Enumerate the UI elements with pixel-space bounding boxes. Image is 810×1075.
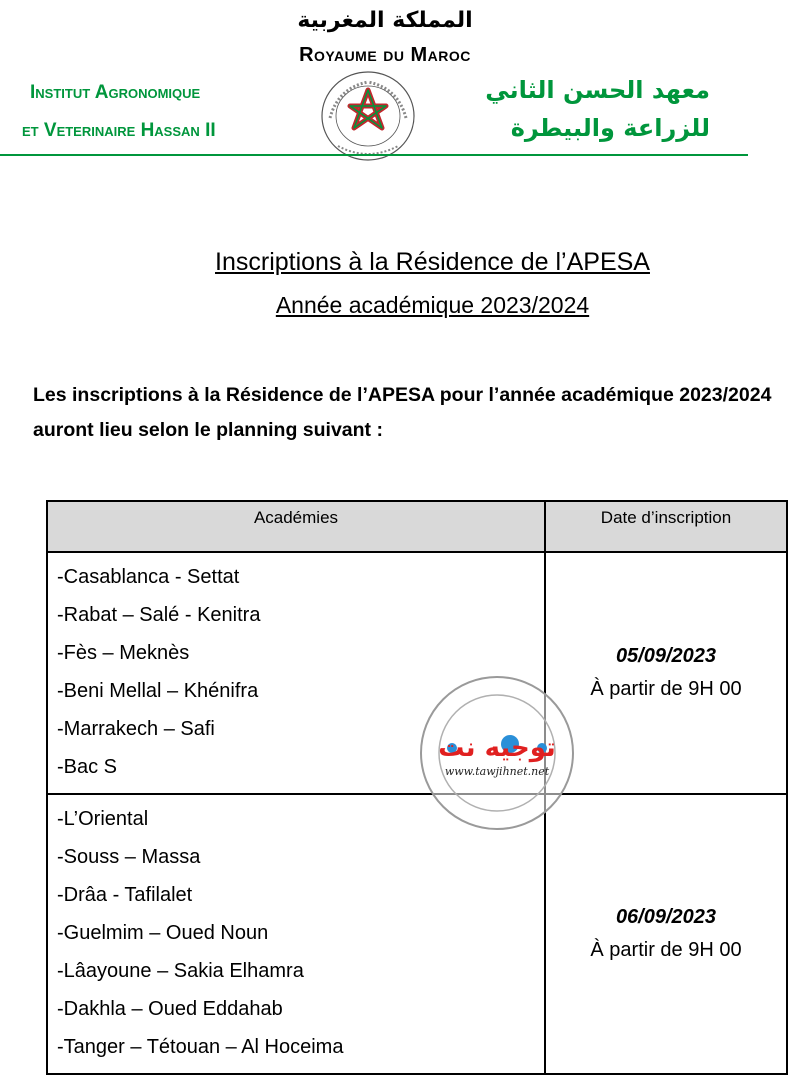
region-item: -L’Oriental: [57, 808, 149, 830]
region-item: -Marrakech – Safi: [57, 718, 215, 740]
institute-logo: [308, 68, 428, 164]
intro-paragraph: Les inscriptions à la Résidence de l’APESA pour l’année académique 2023/2024 auront lieu selon le planning suivant :: [33, 384, 772, 441]
region-item: -Casablanca - Settat: [57, 566, 240, 588]
registration-time: À partir de 9H 00: [590, 939, 742, 961]
watermark-arabic-text: توجيه نت: [438, 733, 556, 763]
document-title: Inscriptions à la Résidence de l’APESA: [215, 248, 650, 276]
registration-time: À partir de 9H 00: [590, 678, 742, 700]
document-subtitle: Année académique 2023/2024: [275, 292, 590, 318]
region-item: -Fès – Meknès: [57, 642, 190, 664]
watermark-url: www.tawjihnet.net: [444, 765, 550, 778]
region-item: -Beni Mellal – Khénifra: [57, 680, 259, 702]
region-item: -Bac S: [57, 756, 118, 778]
header-divider: [0, 154, 748, 156]
region-item: -Guelmim – Oued Noun: [57, 922, 269, 944]
region-item: -Dakhla – Oued Eddahab: [57, 998, 283, 1020]
registration-date: 06/09/2023: [615, 906, 717, 928]
institute-name-fr-line1: Institut Agronomique: [30, 82, 201, 103]
country-name-french: Royaume du Maroc: [299, 44, 471, 66]
institute-name-ar-line2: للزراعة والبيطرة: [510, 114, 710, 142]
institute-name-fr-line2: et Veterinaire Hassan II: [22, 120, 216, 141]
header-registration-date: Date d’inscription: [545, 501, 787, 552]
region-item: -Tanger – Tétouan – Al Hoceima: [57, 1036, 344, 1058]
registration-date: 05/09/2023: [615, 645, 717, 667]
region-item: -Souss – Massa: [57, 846, 201, 868]
institute-name-ar-line1: معهد الحسن الثاني: [485, 76, 710, 104]
watermark-stamp: [412, 668, 582, 838]
region-item: -Drâa - Tafilalet: [57, 884, 193, 906]
table-header-row: [47, 501, 787, 552]
region-item: -Rabat – Salé - Kenitra: [57, 604, 261, 626]
country-name-arabic: المملكة المغربية: [297, 8, 473, 33]
region-item: -Lâayoune – Sakia Elhamra: [57, 960, 304, 982]
header-academies: Académies: [47, 501, 545, 552]
